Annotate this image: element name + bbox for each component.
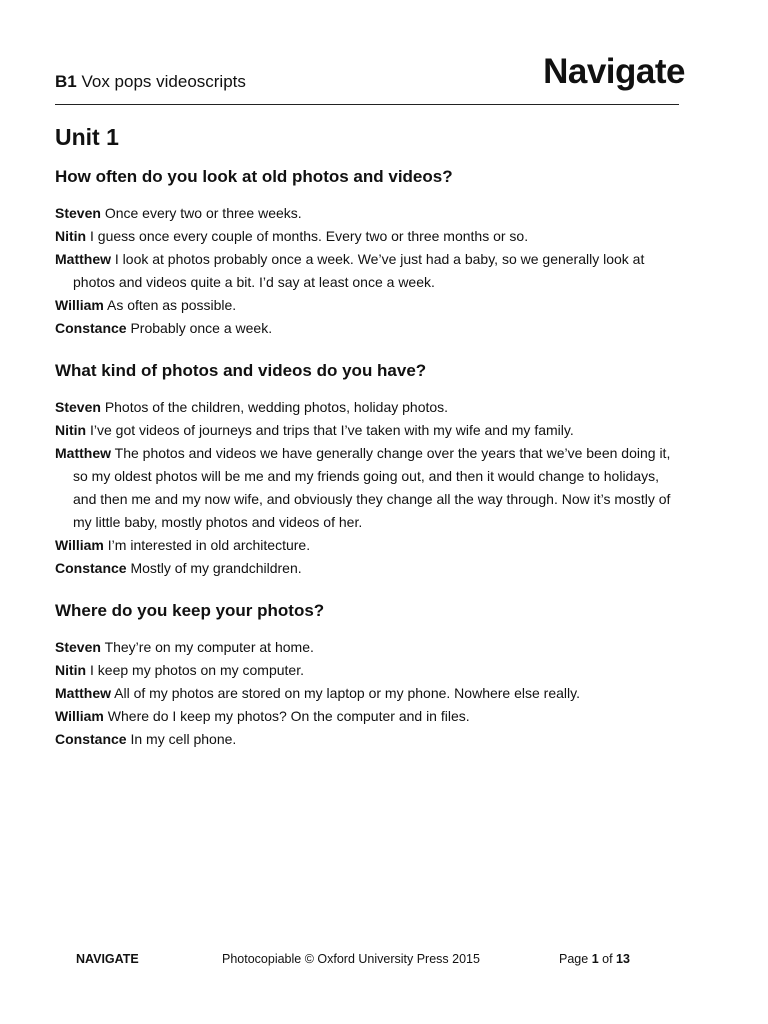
speaker-name: Steven: [55, 399, 101, 415]
transcript-entry: [55, 682, 685, 705]
question-heading: What kind of photos and videos do you have?: [55, 361, 427, 380]
speaker-name: Steven: [55, 639, 101, 655]
transcript-entry: [55, 636, 685, 659]
transcript-entry: [55, 659, 685, 682]
speaker-text: I’m interested in old architecture.: [107, 537, 311, 553]
speaker-text: Mostly of my grandchildren.: [130, 560, 302, 576]
speaker-name: William: [55, 537, 104, 553]
speaker-name: Nitin: [55, 662, 87, 678]
transcript-entry: [55, 248, 685, 294]
page-number: [559, 952, 630, 966]
speaker-text: The photos and videos we have generally change over the years that we’ve been doing it, so my oldest photos will be me and my friends going out, and then it would change to holidays, and then me and my now wife, and obviously they change all the way through. Now it’s mostly of my little baby, mostly photos and videos of her.: [73, 445, 671, 530]
transcript-entry: [55, 534, 685, 557]
page-current: 1: [591, 952, 599, 966]
transcript-entry: [55, 442, 685, 534]
speaker-text: I keep my photos on my computer.: [90, 662, 304, 678]
speaker-name: Matthew: [55, 251, 111, 267]
transcript-entry: [55, 396, 685, 419]
document-title: Vox pops videoscripts: [81, 72, 246, 91]
speaker-text: They’re on my computer at home.: [104, 639, 314, 655]
transcript-entry: [55, 225, 685, 248]
speaker-text: Once every two or three weeks.: [104, 205, 302, 221]
page-of-label: of: [602, 952, 613, 966]
unit-title: Unit 1: [55, 124, 119, 150]
speaker-text: All of my photos are stored on my laptop or my phone. Nowhere else really.: [114, 685, 580, 701]
section-3: [55, 600, 685, 751]
footer-brand: NAVIGATE: [76, 952, 139, 966]
speaker-text: In my cell phone.: [130, 731, 237, 747]
speaker-text: I’ve got videos of journeys and trips that I’ve taken with my wife and my family.: [90, 422, 574, 438]
speaker-name: Matthew: [55, 685, 111, 701]
level-label: B1: [55, 72, 77, 91]
question-heading: How often do you look at old photos and videos?: [55, 167, 453, 186]
page-total: 13: [616, 952, 630, 966]
speaker-text: Where do I keep my photos? On the computer and in files.: [107, 708, 470, 724]
transcript-entry: [55, 728, 685, 751]
transcript-entry: [55, 202, 685, 225]
speaker-name: Matthew: [55, 445, 111, 461]
speaker-text: Photos of the children, wedding photos, holiday photos.: [104, 399, 449, 415]
speaker-name: Steven: [55, 205, 101, 221]
transcript-entry: [55, 557, 685, 580]
speaker-name: Nitin: [55, 228, 87, 244]
speaker-name: Constance: [55, 320, 127, 336]
speaker-name: William: [55, 297, 104, 313]
page-label: Page: [559, 952, 589, 966]
footer-copyright: Photocopiable © Oxford University Press 2015: [222, 952, 480, 966]
speaker-text: Probably once a week.: [130, 320, 273, 336]
page-header: [55, 52, 685, 105]
speaker-text: I guess once every couple of months. Every two or three months or so.: [90, 228, 529, 244]
navigate-logo: Navigate: [543, 52, 685, 91]
page-footer: [76, 952, 636, 970]
main-content: [55, 122, 685, 771]
speaker-name: Nitin: [55, 422, 87, 438]
question-heading: Where do you keep your photos?: [55, 601, 325, 620]
transcript-entry: [55, 317, 685, 340]
section-2: [55, 360, 685, 580]
speaker-text: I look at photos probably once a week. We’ve just had a baby, so we generally look at photos and videos quite a bit. I’d say at least once a week.: [73, 251, 645, 290]
transcript-entry: [55, 419, 685, 442]
section-1: [55, 166, 685, 340]
speaker-name: William: [55, 708, 104, 724]
speaker-name: Constance: [55, 560, 127, 576]
transcript-entry: [55, 294, 685, 317]
speaker-text: As often as possible.: [107, 297, 237, 313]
speaker-name: Constance: [55, 731, 127, 747]
header-title: [55, 72, 246, 92]
transcript-entry: [55, 705, 685, 728]
